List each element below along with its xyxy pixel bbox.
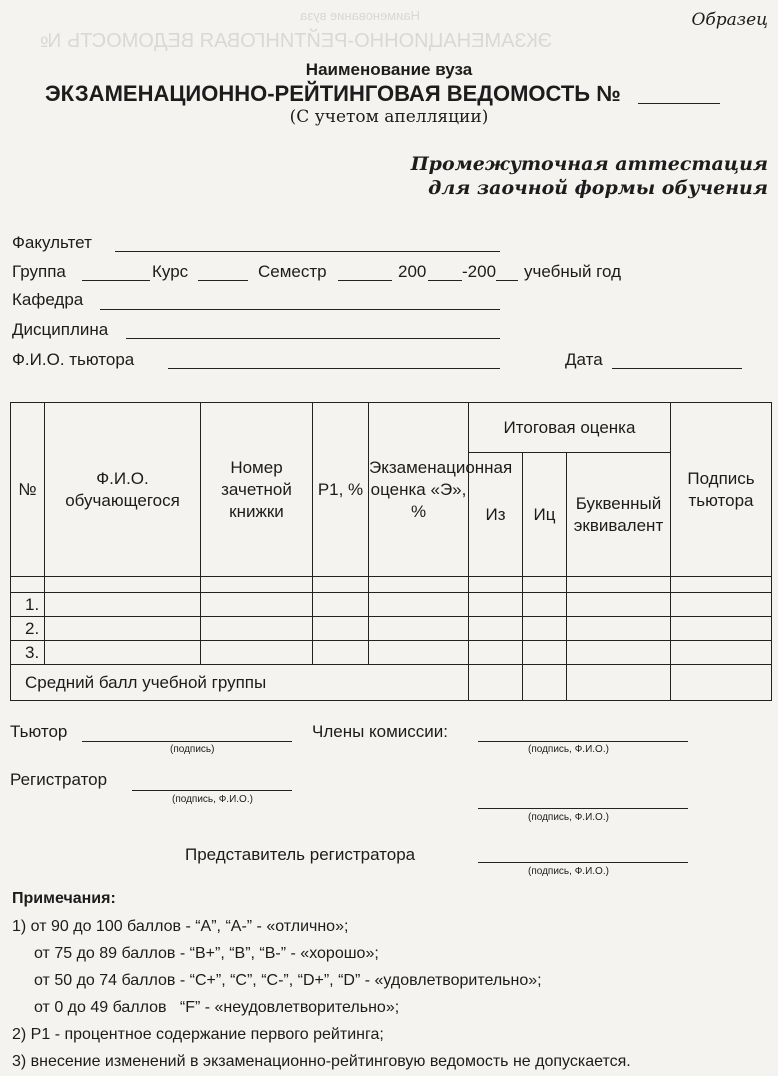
registrar-hint: (подпись, Ф.И.О.) [172,794,253,805]
date-field[interactable] [612,368,742,369]
semester-field[interactable] [338,280,392,281]
header-letter: Буквенный эквивалент [567,453,671,577]
registrar-line[interactable] [132,790,292,791]
notes-title: Примечания: [12,890,116,907]
course-field[interactable] [198,280,248,281]
group-field[interactable] [82,280,150,281]
year-from: 200 [398,262,427,281]
note-1a: 1) от 90 до 100 баллов - “A”, “A-” - «отлично»; [12,918,349,935]
department-field[interactable] [100,309,500,310]
header-i-z: Из [469,453,523,577]
table-row [11,641,772,665]
cell-letter[interactable] [567,641,671,665]
row-number: 1. [11,593,45,617]
cell-exam[interactable] [369,617,469,641]
course-label: Курс [152,262,189,281]
average-label: Средний балл учебной группы [11,665,469,701]
cell-exam[interactable] [369,593,469,617]
header-i-ts: Иц [523,453,567,577]
note-1b: от 75 до 89 баллов - “B+”, “B”, “B-” - «хорошо»; [34,945,379,962]
semester-label: Семестр [258,262,327,281]
note-1d: от 0 до 49 баллов “F” - «неудовлетворительно»; [34,999,400,1016]
tutor-signature-hint: (подпись) [170,744,215,755]
rep-hint: (подпись, Ф.И.О.) [528,866,609,877]
tutor-signature-line[interactable] [82,741,292,742]
date-label: Дата [565,350,603,369]
note-2: 2) P1 - процентное содержание первого рейтинга; [12,1026,384,1043]
group-label: Группа [12,262,66,281]
average-row [11,665,772,701]
faculty-field[interactable] [115,251,500,252]
cell-fio[interactable] [45,617,201,641]
avg-letter[interactable] [567,665,671,701]
commission-hint-2: (подпись, Ф.И.О.) [528,812,609,823]
avg-iz[interactable] [469,665,523,701]
cell-signature[interactable] [671,617,772,641]
sample-label: Образец [691,10,768,30]
attestation-line-1: Промежуточная аттестация [410,153,768,175]
subtitle: (С учетом апелляции) [289,107,489,127]
tutor-name-label: Ф.И.О. тьютора [12,350,135,369]
number-line [638,103,720,104]
cell-signature[interactable] [671,641,772,665]
cell-p1[interactable] [313,593,369,617]
year-to: -200 [462,262,497,281]
tutor-signature-label: Тьютор [10,722,68,741]
cell-iz[interactable] [469,641,523,665]
academic-year-label: учебный год [524,262,622,281]
commission-line-1[interactable] [478,741,688,742]
cell-record[interactable] [201,641,313,665]
cell-record[interactable] [201,617,313,641]
header-p1: P1, % [313,403,369,577]
discipline-field[interactable] [126,338,500,339]
year-to-field[interactable] [496,280,518,281]
show-through-text: ЭКЗАМЕНАЦИОННО-РЕЙТИНГОВАЯ ВЕДОМОСТЬ № [40,30,553,52]
avg-signature[interactable] [671,665,772,701]
university-name: Наименование вуза [305,60,473,79]
table-row [11,593,772,617]
cell-iz[interactable] [469,617,523,641]
row-number: 2. [11,617,45,641]
rep-label: Представитель регистратора [185,845,416,864]
tutor-name-field[interactable] [168,368,500,369]
commission-line-2[interactable] [478,808,688,809]
cell-exam[interactable] [369,641,469,665]
show-through-text: Наименование вуза [300,8,421,23]
registrar-label: Регистратор [10,770,108,789]
page-title [45,81,621,107]
cell-its[interactable] [523,593,567,617]
note-3: 3) внесение изменений в экзаменационно-рейтинговую ведомость не допускается. [12,1053,631,1070]
year-from-field[interactable] [428,280,462,281]
cell-its[interactable] [523,617,567,641]
grades-table [10,402,772,701]
cell-fio[interactable] [45,593,201,617]
row-number: 3. [11,641,45,665]
header-record-book: Номер зачетной книжки [201,403,313,577]
commission-label: Члены комиссии: [312,722,449,741]
commission-hint-1: (подпись, Ф.И.О.) [528,744,609,755]
cell-p1[interactable] [313,641,369,665]
cell-letter[interactable] [567,617,671,641]
cell-iz[interactable] [469,593,523,617]
cell-record[interactable] [201,593,313,617]
cell-fio[interactable] [45,641,201,665]
header-final: Итоговая оценка [469,403,671,453]
header-exam: Экзаменационная оценка «Э», % [369,403,469,577]
header-fio: Ф.И.О. обучающегося [45,403,201,577]
cell-its[interactable] [523,641,567,665]
cell-p1[interactable] [313,617,369,641]
department-label: Кафедра [12,290,84,309]
header-num: № [11,403,45,577]
table-row [11,617,772,641]
cell-signature[interactable] [671,593,772,617]
header-signature: Подпись тьютора [671,403,772,577]
discipline-label: Дисциплина [12,320,109,339]
attestation-line-2: для заочной формы обучения [428,177,768,199]
rep-line[interactable] [478,862,688,863]
cell-letter[interactable] [567,593,671,617]
note-1c: от 50 до 74 баллов - “C+”, “C”, “C-”, “D+”, “D” - «удовлетворительно»; [34,972,542,989]
title-text: ЭКЗАМЕНАЦИОННО-РЕЙТИНГОВАЯ ВЕДОМОСТЬ № [45,81,621,106]
faculty-label: Факультет [12,233,92,252]
avg-its[interactable] [523,665,567,701]
